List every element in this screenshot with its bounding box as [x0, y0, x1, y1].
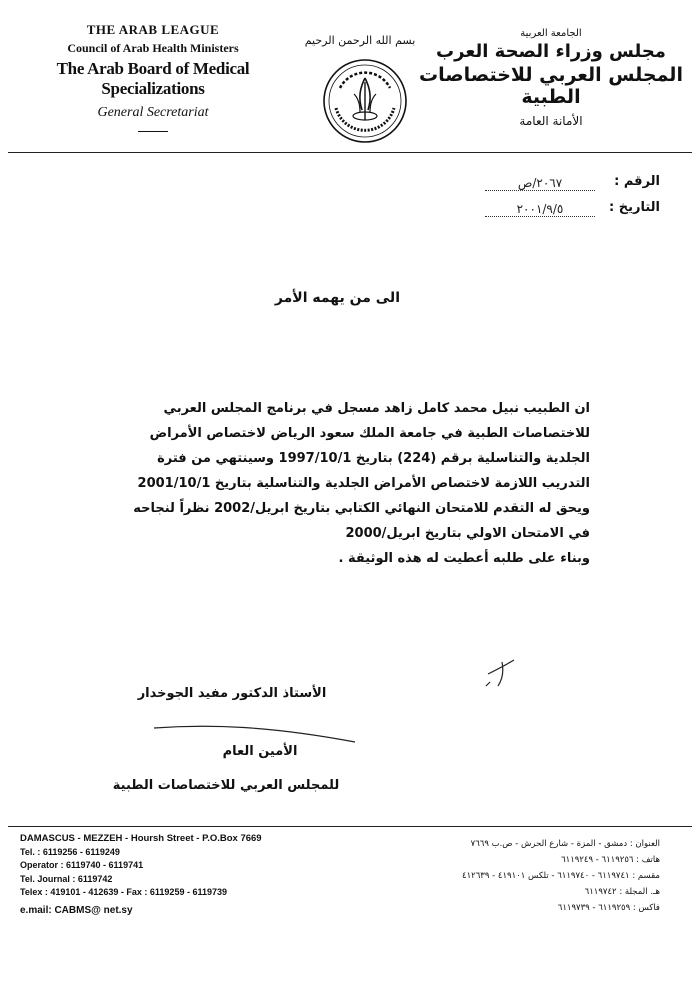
- board-seal-logo: [322, 58, 408, 144]
- body-line-6: في الامتحان الاولي بتاريخ ابريل/2000: [345, 526, 590, 541]
- footer-email: e.mail: CABMS@ net.sy: [20, 904, 133, 916]
- signatory-organization: للمجلس العربي للاختصاصات الطبية: [112, 778, 340, 793]
- english-letterhead: [18, 22, 288, 132]
- footer-journal: Tel. Journal : 6119742: [20, 873, 113, 884]
- body-line-7: وبناء على طلبه أعطيت له هذه الوثيقة .: [338, 551, 590, 566]
- footer-arabic-journal: هـ. المجلة : ٦١١٩٧٤٢: [584, 887, 660, 897]
- footer-arabic-operator: مقسم : ٦١١٩٧٤١ - ٦١١٩٧٤٠ - تلكس ٤١٩١٠١ - ٤١٢٦٣٩: [462, 871, 660, 881]
- footer-telex-fax: Telex : 419101 - 412639 - Fax : 6119259 - 6119739: [20, 887, 227, 897]
- reference-number-value: ٢٠٦٧/ص: [485, 176, 595, 191]
- footer-operator: Operator : 6119740 - 6119741: [20, 860, 144, 870]
- footer-english-contact: [20, 832, 262, 917]
- signature-mark: [480, 652, 530, 692]
- body-line-1: ان الطبيب نبيل محمد كامل زاهد مسجل في برنامج المجلس العربي: [163, 401, 590, 416]
- footer-divider: [8, 826, 692, 827]
- signatory-title: الأمين العام: [222, 744, 298, 759]
- salutation: الى من يهمه الأمر: [274, 290, 400, 306]
- body-line-3: الجلدية والتناسلية برقم (224) بتاريخ 1997/10/1 وسينتهي من فترة: [157, 451, 590, 466]
- footer-address: DAMASCUS - MEZZEH - Hoursh Street - P.O.Box 7669: [20, 833, 262, 844]
- body-line-2: للاختصاصات الطبية في جامعة الملك سعود الرياض لاختصاص الأمراض: [149, 426, 590, 441]
- arab-league-heading: THE ARAB LEAGUE: [86, 22, 220, 37]
- header-divider: [8, 152, 692, 153]
- footer-tel: Tel. : 6119256 - 6119249: [20, 846, 120, 857]
- footer-arabic-address: العنوان : دمشق - المزة - شارع الحرش - ص.ب ٧٦٦٩: [470, 839, 660, 849]
- footer-arabic-tel: هاتف : ٦١١٩٢٥٦ - ٦١١٩٢٤٩: [561, 855, 660, 865]
- secretariat-heading: General Secretariat: [97, 105, 209, 120]
- body-line-4: التدريب اللازمة لاختصاص الأمراض الجلدية والتناسلية بتاريخ 2001/10/1: [137, 476, 590, 491]
- board-heading: The Arab Board of Medical Specializations: [56, 59, 250, 98]
- footer-arabic-contact: [462, 836, 660, 916]
- letter-body: [90, 396, 590, 571]
- arabic-letterhead: [416, 28, 686, 128]
- reference-number-label: الرقم :: [614, 174, 660, 189]
- signatory-name: الأستاذ الدكتور مفيد الجوخدار: [137, 686, 327, 701]
- basmala: بسم الله الرحمن الرحيم: [304, 34, 416, 47]
- arabic-council-heading: مجلس وزراء الصحة العرب: [436, 41, 666, 62]
- body-line-5: ويحق له التقدم للامتحان النهائي الكتابي بتاريخ ابريل/2002 نظراً لنجاحه: [133, 501, 590, 516]
- arabic-board-heading: المجلس العربي للاختصاصات الطبية: [419, 64, 683, 108]
- arabic-secretariat-heading: الأمانة العامة: [519, 114, 583, 128]
- footer-arabic-fax: فاكس : ٦١١٩٢٥٩ - ٦١١٩٧٣٩: [557, 903, 660, 913]
- header-dash: [138, 131, 168, 132]
- arabic-league-heading: الجامعة العربية: [520, 28, 582, 39]
- council-heading: Council of Arab Health Ministers: [67, 41, 239, 55]
- date-label: التاريخ :: [609, 200, 660, 215]
- date-value: ٢٠٠١/٩/٥: [485, 202, 595, 217]
